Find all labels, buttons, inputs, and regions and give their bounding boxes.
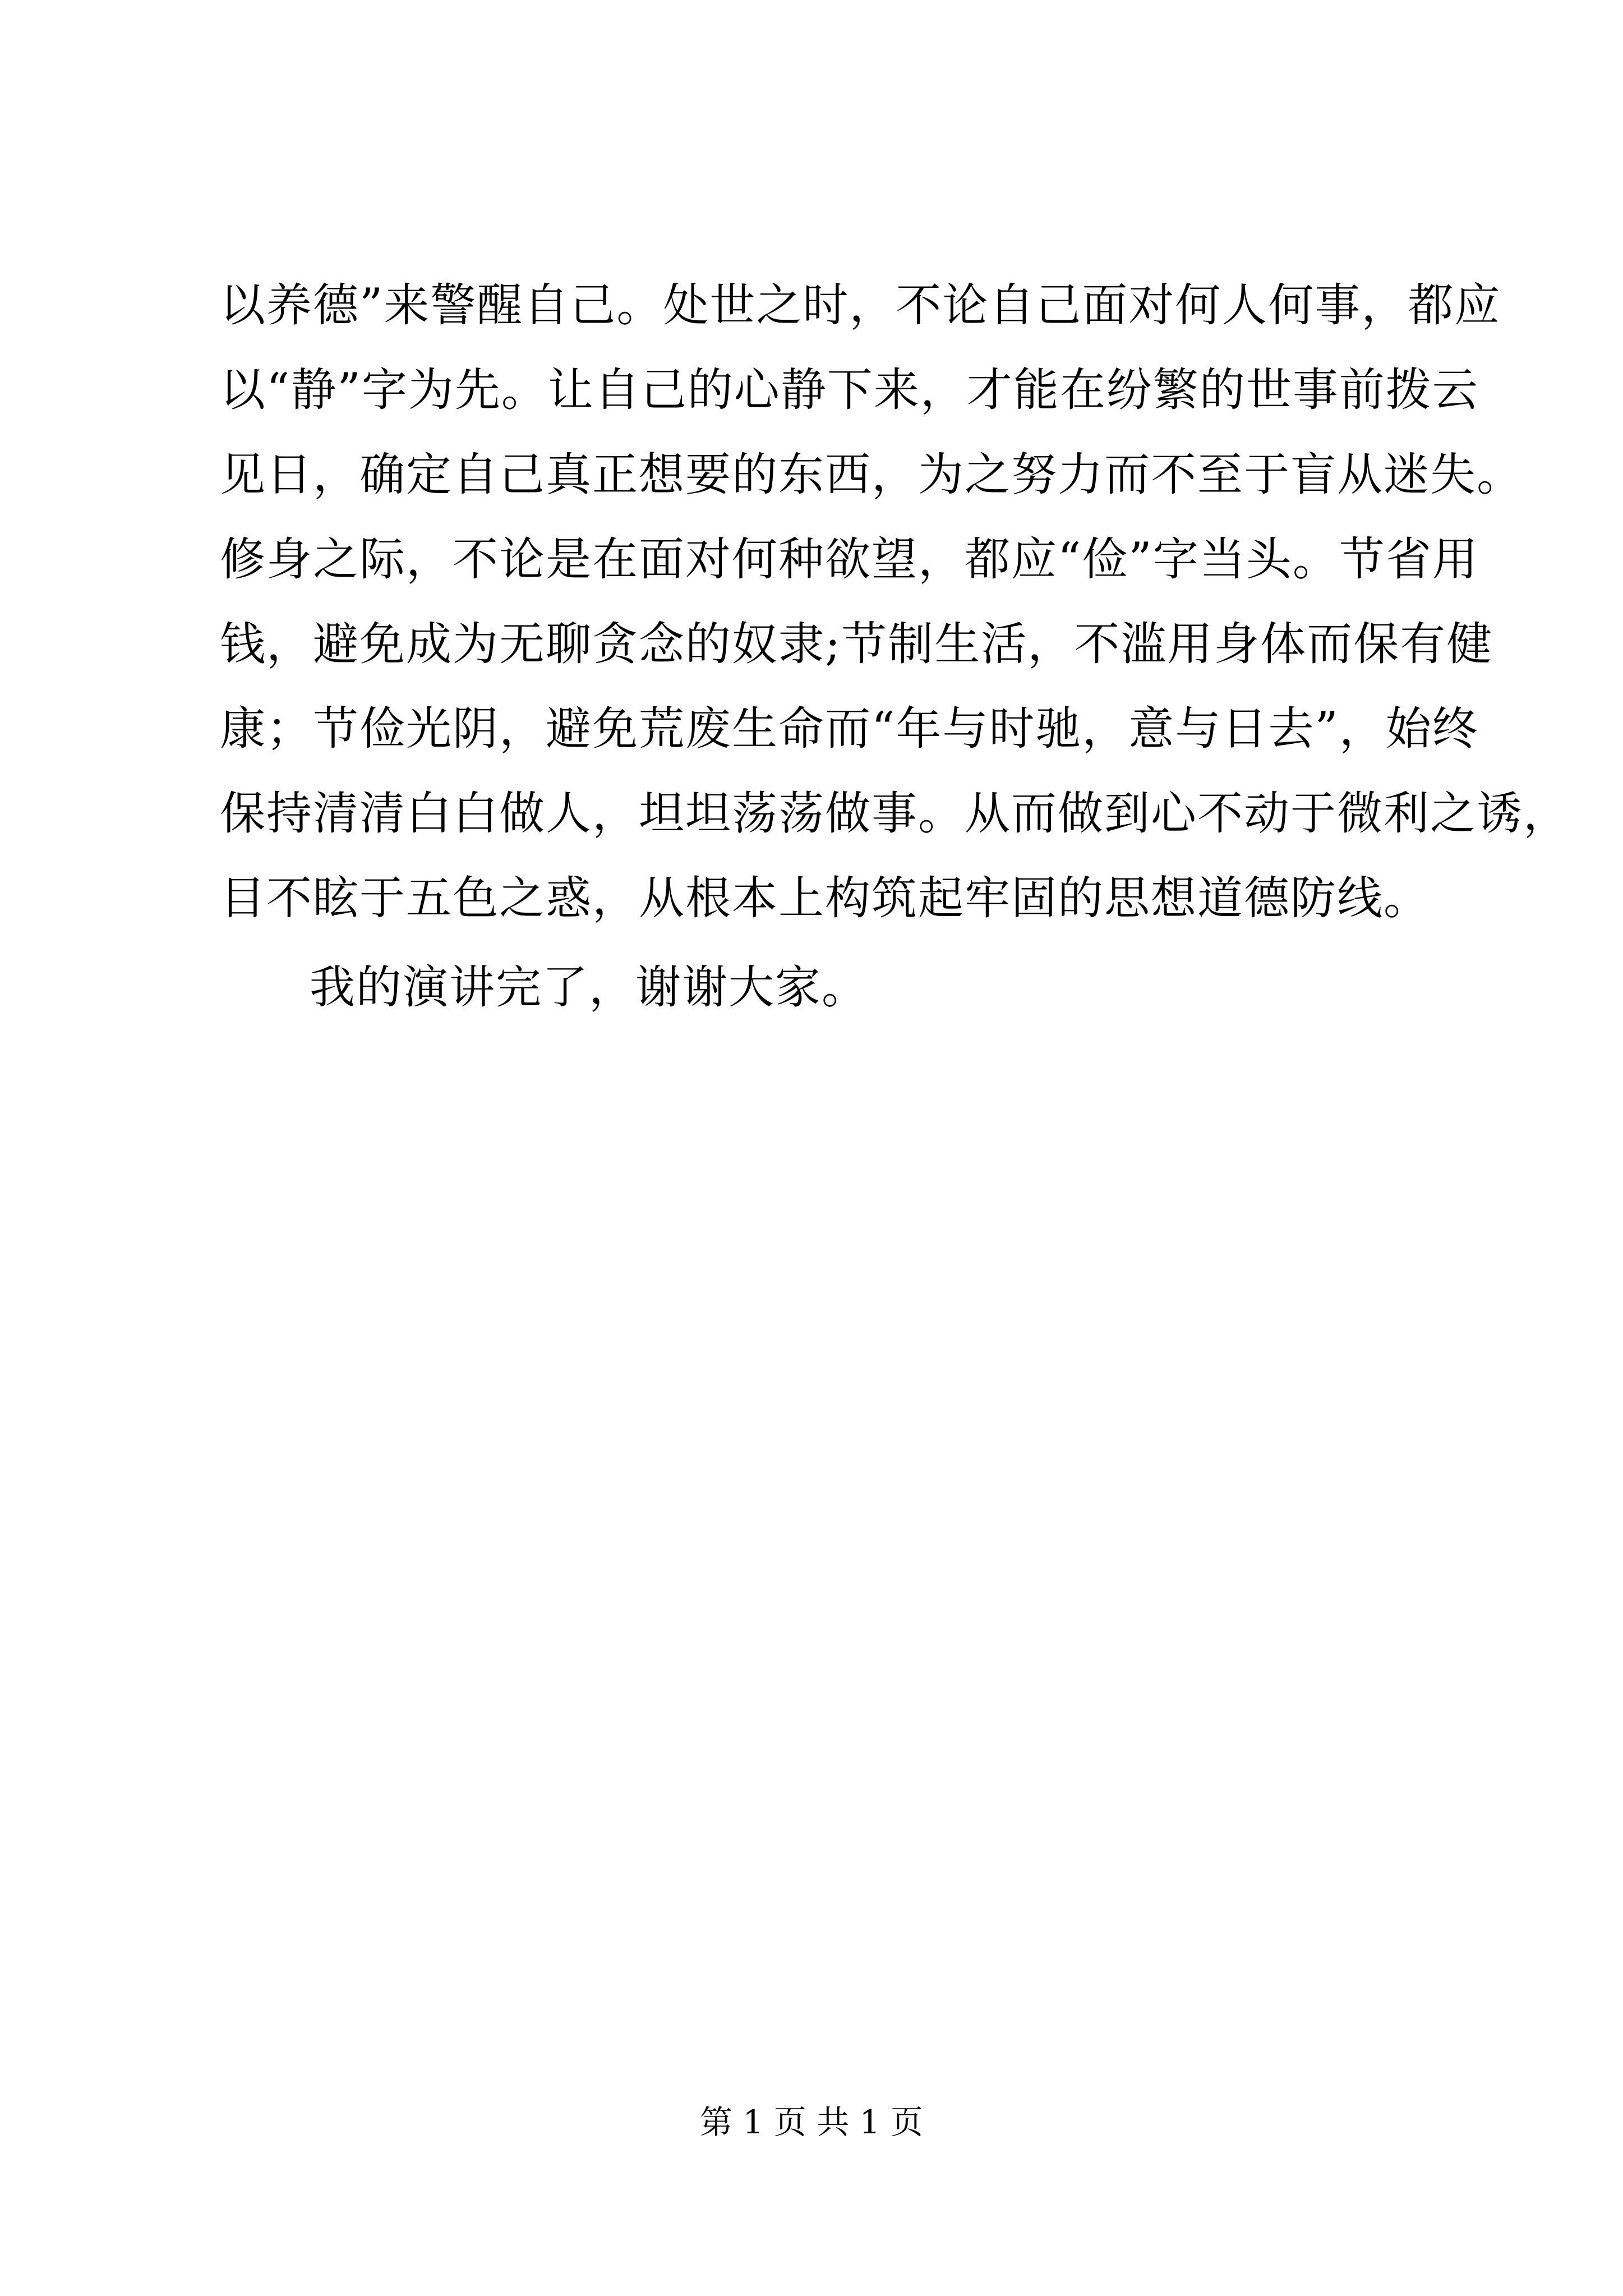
- paragraph-line: 康；节俭光阴，避免荒废生命而“年与时驰，意与日去”，始终: [220, 703, 1479, 756]
- closing-paragraph: 我的演讲完了，谢谢大家。: [310, 961, 869, 1014]
- paragraph-line: 以“静”字为先。让自己的心静下来，才能在纷繁的世事前拨云: [220, 364, 1479, 417]
- body-text: [220, 264, 1570, 1030]
- paragraph-line: 目不眩于五色之惑，从根本上构筑起牢固的思想道德防线。: [220, 872, 1431, 925]
- paragraph-line: 保持清清白白做人，坦坦荡荡做事。从而做到心不动于微利之诱，: [220, 788, 1570, 840]
- paragraph-line: 钱，避免成为无聊贪念的奴隶;节制生活，不滥用身体而保有健: [220, 618, 1493, 671]
- paragraph-line: 以养德”来警醒自己。处世之时，不论自己面对何人何事，都应: [220, 279, 1501, 332]
- page-number-footer: 第 1 页 共 1 页: [700, 2103, 923, 2141]
- paragraph-line: 见日，确定自己真正想要的东西，为之努力而不至于盲从迷失。: [220, 449, 1524, 501]
- paragraph-line: 修身之际，不论是在面对何种欲望，都应“俭”字当头。节省用: [220, 533, 1479, 586]
